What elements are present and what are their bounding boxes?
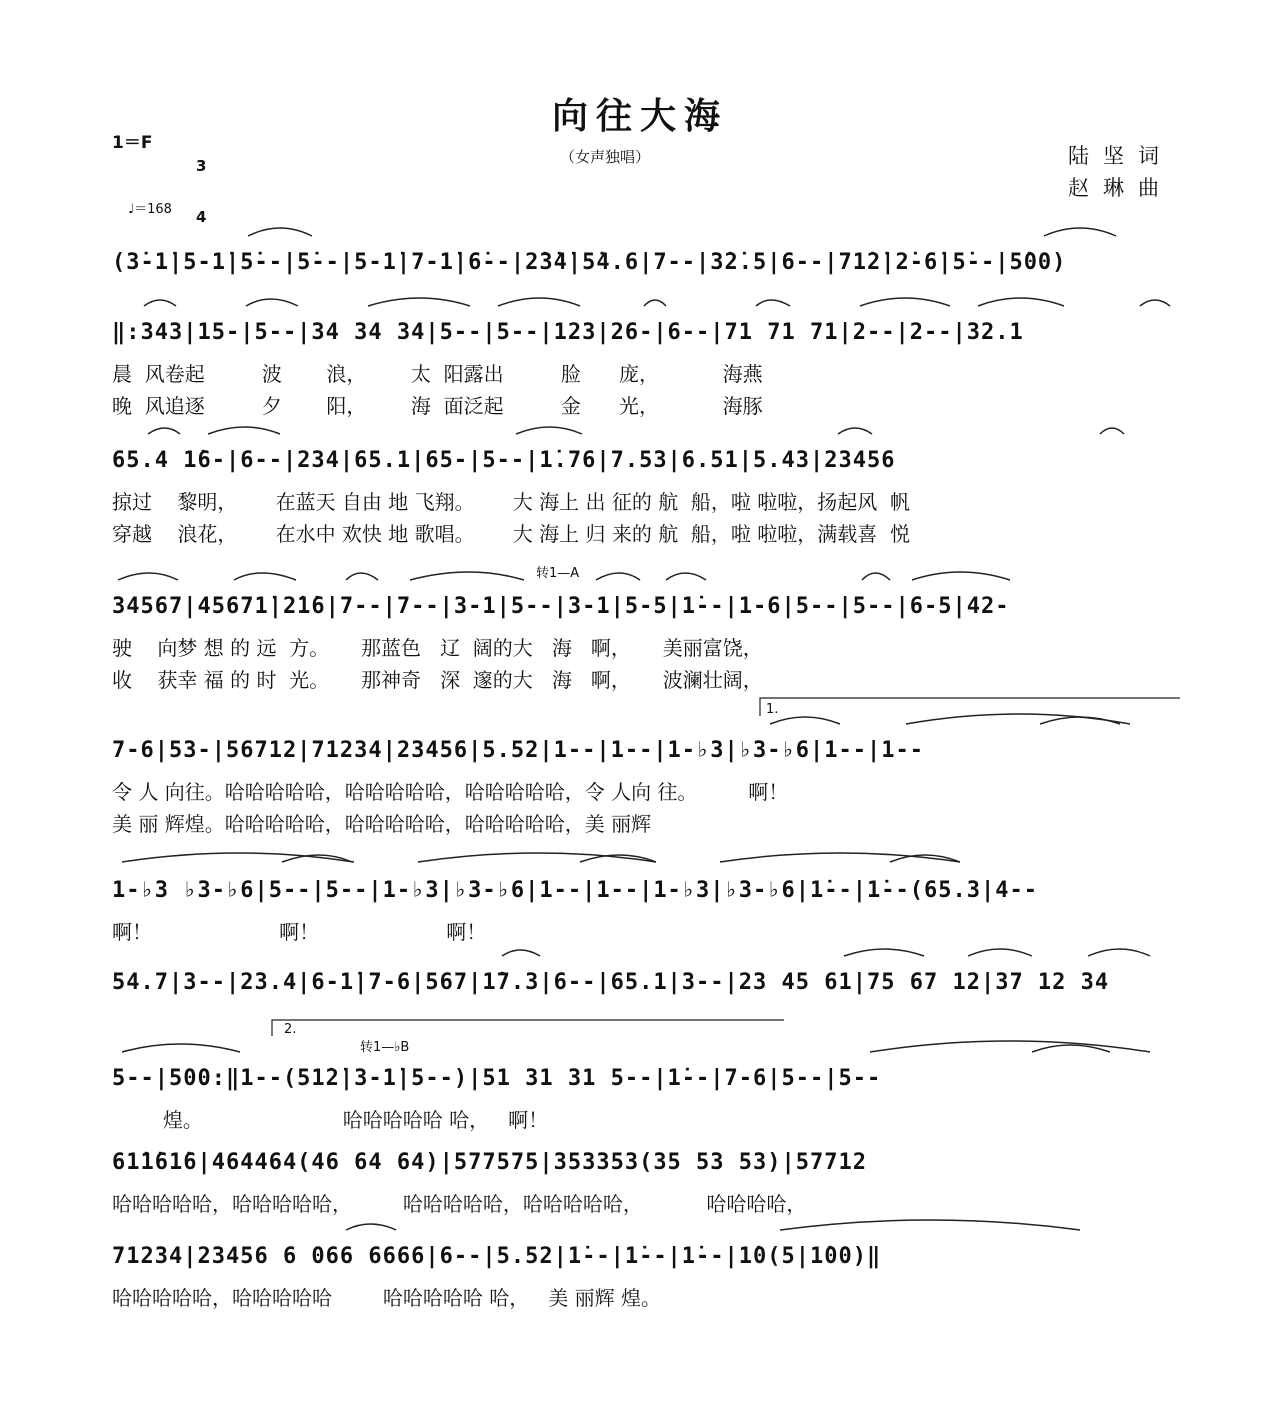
- lyric-line: 哈哈哈哈哈，哈哈哈哈哈， 哈哈哈哈哈，哈哈哈哈哈， 哈哈哈哈，: [112, 1192, 807, 1216]
- lyric-verse-1: 驶 向梦 想 的 远 方。 那蓝色 辽 阔的大 海 啊， 美丽富饶，: [112, 636, 763, 660]
- slur: [596, 573, 640, 580]
- key-change-a: 转1—A: [536, 566, 580, 581]
- slur: [1040, 717, 1120, 724]
- slur: [906, 714, 1130, 724]
- slur: [890, 855, 960, 862]
- staff-line-2-notes: ‖:343|15-|5--|34 34 34|5--|5--|123|26-|6--|71 71 71|2--|2--|32.1: [112, 320, 1024, 345]
- slur: [666, 573, 706, 580]
- lyric-verse-1: 令 人 向往。哈哈哈哈哈，哈哈哈哈哈，哈哈哈哈哈，令 人向 往。 啊！: [112, 780, 789, 804]
- slur: [1032, 1045, 1110, 1052]
- lyric-verse-1: 晨 风卷起 波 浪， 太 阳露出 脸 庞， 海燕: [112, 362, 763, 386]
- lyric-verse-2: 美 丽 辉煌。哈哈哈哈哈，哈哈哈哈哈，哈哈哈哈哈，美 丽辉: [112, 812, 652, 836]
- volta-bracket-2: [272, 1020, 784, 1036]
- slur: [346, 573, 378, 580]
- slur: [122, 1044, 240, 1052]
- lyricist-credit: 陆坚词: [1068, 144, 1173, 168]
- staff-line-6-notes: 1-♭3 ♭3-♭6|5--|5--|1-♭3|♭3-♭6|1--|1--|1-♭3|♭3-♭6|1̇--|1̇--(65.3|4--: [112, 878, 1038, 903]
- key-signature: 1＝F: [112, 133, 153, 153]
- slur: [144, 300, 176, 306]
- slur: [516, 427, 582, 434]
- slur: [118, 573, 178, 580]
- staff-line-5-notes: 7-6|53-|56712|71234|23456|5.52|1--|1--|1-♭3|♭3-♭6|1--|1--: [112, 738, 924, 763]
- slur: [346, 1224, 396, 1230]
- lyric-line: 哈哈哈哈哈，哈哈哈哈哈 哈哈哈哈哈 哈， 美 丽辉 煌。: [112, 1286, 662, 1310]
- slur: [862, 573, 890, 580]
- slur: [1140, 300, 1170, 306]
- slur: [968, 949, 1032, 956]
- slur: [870, 1041, 1150, 1052]
- key-change-b: 转1—♭B: [360, 1040, 410, 1055]
- slur: [418, 853, 656, 862]
- staff-line-8-notes: 5--|500:‖1--(51̇2̇|3-1̇|5--)|51 31 31 5--|1̇--|7-6|5--|5--: [112, 1066, 882, 1091]
- composer-credit: 赵琳曲: [1068, 176, 1173, 200]
- lyric-verse-2: 晚 风追逐 夕 阳， 海 面泛起 金 光， 海豚: [112, 394, 763, 418]
- slur: [838, 428, 872, 434]
- slur: [580, 855, 656, 862]
- slur: [248, 228, 312, 236]
- slur: [1100, 428, 1124, 434]
- slur: [282, 855, 352, 862]
- slur: [644, 300, 666, 306]
- performance-note: （女声独唱）: [560, 148, 651, 166]
- slur: [234, 573, 296, 580]
- slur: [410, 572, 524, 580]
- slur: [148, 428, 180, 434]
- slur: [756, 300, 790, 306]
- slur: [208, 427, 280, 434]
- staff-line-3-notes: 65.4 1̇6-|6--|234|65.1|65-|5--|1̇.76|7.53|6.51|5.43|23456: [112, 448, 896, 473]
- slur: [912, 572, 1010, 580]
- slur: [1044, 228, 1116, 236]
- lyric-verse-2: 收 获幸 福 的 时 光。 那神奇 深 邃的大 海 啊， 波澜壮阔，: [112, 668, 763, 692]
- ending-1-mark: 1.: [766, 702, 779, 717]
- staff-line-10-notes: 71234|23456 6 066 6666|6--|5.52|1̇--|1̇--|1̇--|1̇0(5|1̇00)‖: [112, 1244, 882, 1269]
- staff-line-7-notes: 54.7|3--|23.4|6-1̇|7-6|567|1̇7.3|6--|65.1|3--|23 45 61|75 67 12|37 12 34: [112, 970, 1110, 995]
- slur: [978, 298, 1064, 306]
- staff-line-4-notes: 34567|45671̇|2̇1̇6|7--|7--|3-1|5--|3-1|5-5|1̇--|1-6|5--|5--|6-5|42-: [112, 594, 1010, 619]
- slur: [844, 949, 924, 956]
- slur: [1088, 949, 1150, 956]
- meter-bottom: 4: [196, 208, 207, 226]
- slur: [780, 1220, 1080, 1230]
- lyric-line: 煌。 哈哈哈哈哈 哈， 啊！: [112, 1108, 549, 1132]
- slur: [770, 717, 840, 724]
- tempo-marking: ♩＝168: [128, 202, 172, 217]
- staff-line-9-notes: 61̇1̇61̇6|464464(46 64 64)|577575|353353(35 53 53)|57712: [112, 1150, 867, 1175]
- volta-bracket-1: [760, 698, 1180, 716]
- slur: [720, 853, 960, 862]
- slur: [368, 298, 470, 306]
- lyric-verse-1: 掠过 黎明， 在蓝天 自由 地 飞翔。 大 海上 出 征的 航 船，啦 啦啦，扬起风 帆: [112, 490, 911, 514]
- time-signature: [196, 124, 206, 243]
- ending-2-mark: 2.: [284, 1022, 297, 1037]
- slur: [860, 298, 950, 306]
- staff-line-1-notes: (3̇-1̇|5-1̇|5̇--|5̇--|5-1̇|7-1̇|6̇--|2̇3̇4̇|5̇4.6|7--|3̇2̇.5|6--|71̇2̇|2̇-6̇|5̇--|5̇00): [112, 250, 1067, 275]
- lyric-verse-2: 穿越 浪花， 在水中 欢快 地 歌唱。 大 海上 归 来的 航 船，啦 啦啦，满载喜 悦: [112, 522, 911, 546]
- slur: [246, 299, 298, 306]
- slur: [122, 853, 354, 862]
- lyric-line: 啊！ 啊！ 啊！: [112, 920, 487, 944]
- score-title: 向往大海: [551, 96, 728, 137]
- slur: [498, 298, 580, 306]
- meter-top: 3: [196, 157, 207, 175]
- slur: [502, 950, 540, 956]
